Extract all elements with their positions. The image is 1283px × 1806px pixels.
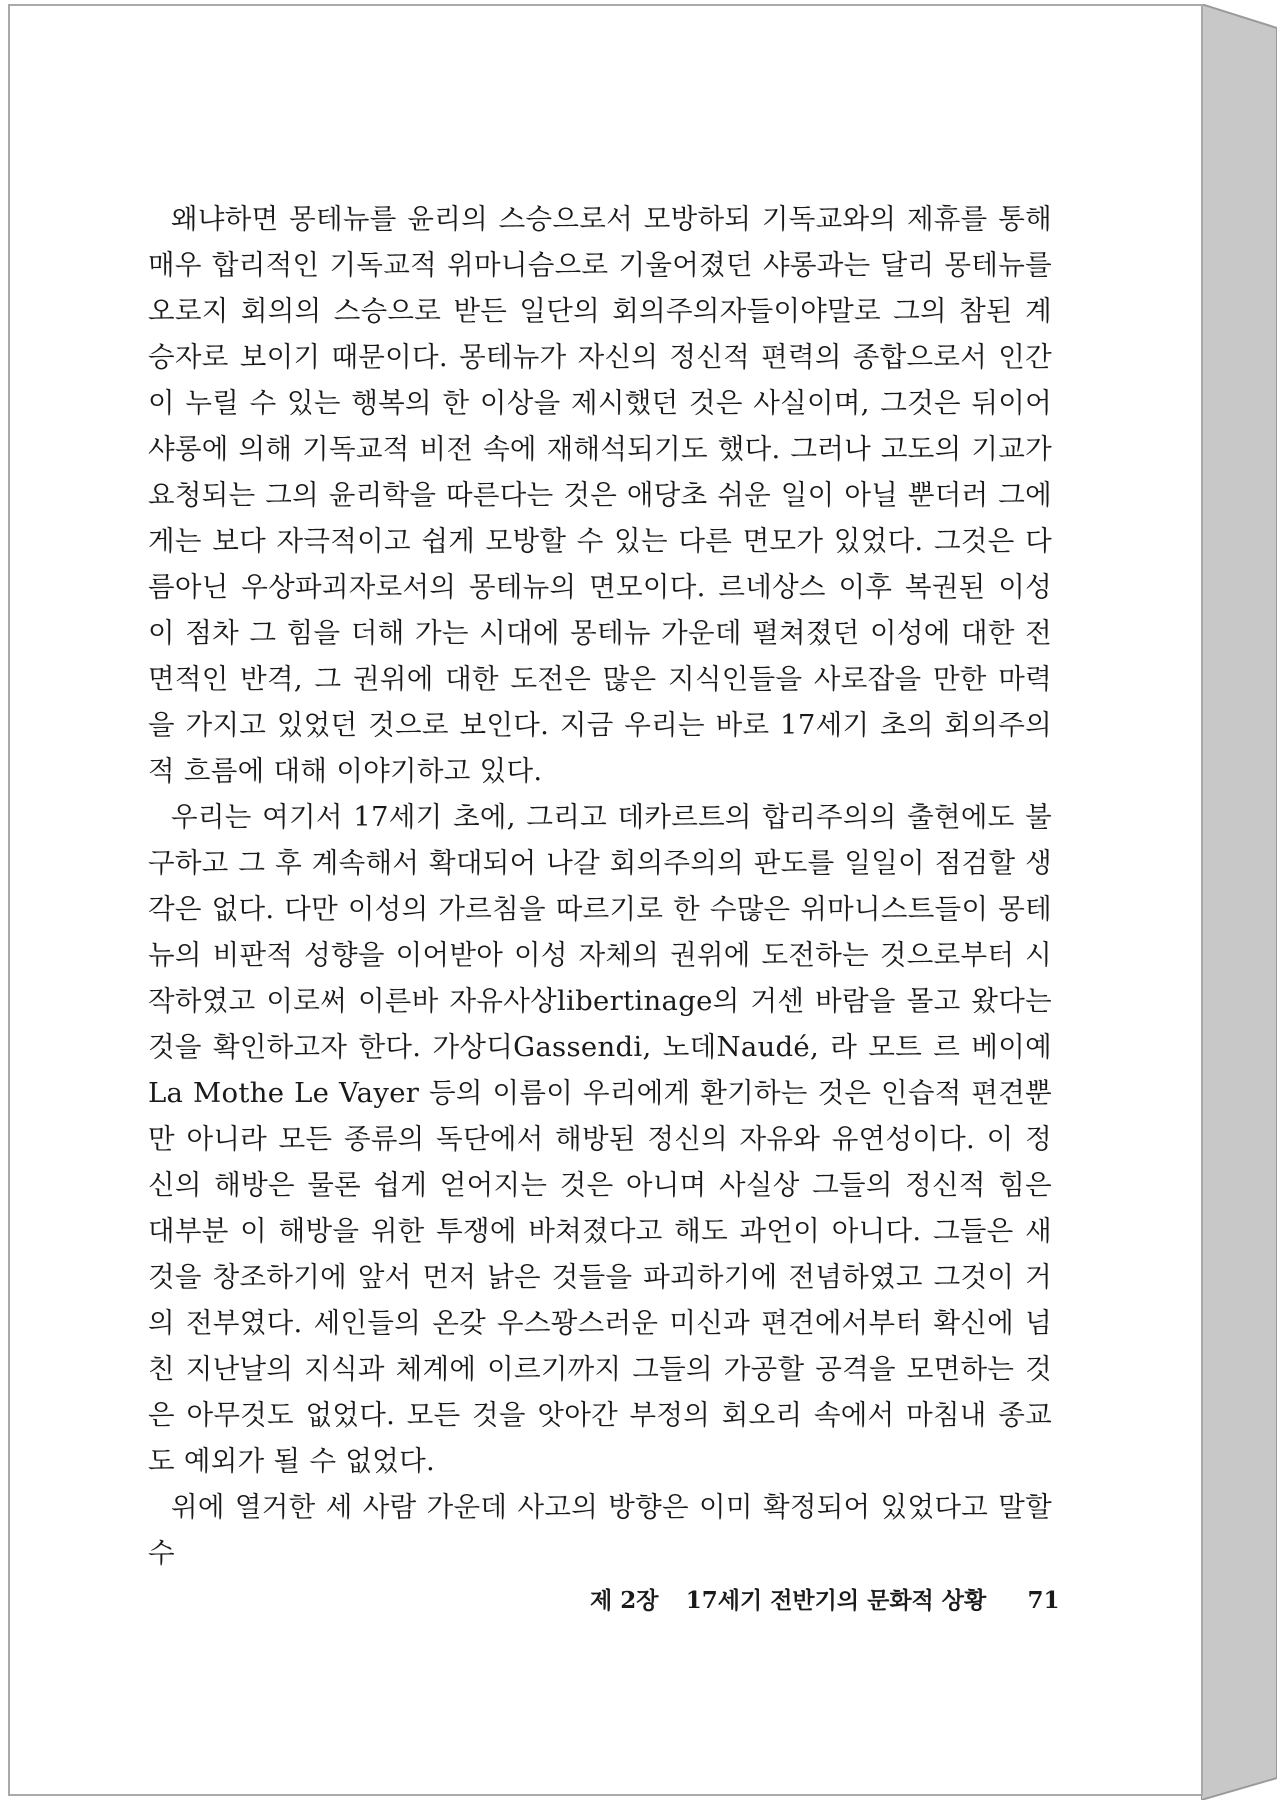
footer-chapter-title: 17세기 전반기의 문화적 상황 [685,1587,987,1614]
footer-chapter: 제 2장 [590,1587,659,1614]
paragraph-2: 우리는 여기서 17세기 초에, 그리고 데카르트의 합리주의의 출현에도 불구하고 그 후 계속해서 확대되어 나갈 회의주의의 판도를 일일이 점검할 생각은 없다. 다만 이성의 가르침을 따르기로 한 수많은 위마니스트들이 몽테뉴의 비판적 성향을 이어받아 이성 자체의 권위에 도전하는 것으로부터 시작하였고 이로써 이른바 자유사상libertinage의 거센 바람을 몰고 왔다는 것을 확인하고자 한다. 가상디Gassendi, 노데Naudé, 라 모트 르 베이예La Mothe Le Vayer 등의 이름이 우리에게 환기하는 것은 인습적 편견뿐만 아니라 모든 종류의 독단에서 해방된 정신의 자유와 유연성이다. 이 정신의 해방은 물론 쉽게 얻어지는 것은 아니며 사실상 그들의 정신적 힘은 대부분 이 해방을 위한 투쟁에 바쳐졌다고 해도 과언이 아니다. 그들은 새것을 창조하기에 앞서 먼저 낡은 것들을 파괴하기에 전념하였고 그것이 거의 전부였다. 세인들의 온갖 우스꽝스러운 미신과 편견에서부터 확신에 넘친 지난날의 지식과 체계에 이르기까지 그들의 가공할 공격을 모면하는 것은 아무것도 없었다. 모든 것을 앗아간 부정의 회오리 속에서 마침내 종교도 예외가 될 수 없었다. [148,801,1052,1477]
page-number: 71 [1027,1587,1060,1614]
book-edge [1201,4,1277,1800]
book-edge-shape [1201,4,1277,1800]
paragraph-1: 왜냐하면 몽테뉴를 윤리의 스승으로서 모방하되 기독교와의 제휴를 통해 매우 합리적인 기독교적 위마니슴으로 기울어졌던 샤롱과는 달리 몽테뉴를 오로지 회의의 스승으로 받든 일단의 회의주의자들이야말로 그의 참된 계승자로 보이기 때문이다. 몽테뉴가 자신의 정신적 편력의 종합으로서 인간이 누릴 수 있는 행복의 한 이상을 제시했던 것은 사실이며, 그것은 뒤이어 샤롱에 의해 기독교적 비전 속에 재해석되기도 했다. 그러나 고도의 기교가 요청되는 그의 윤리학을 따른다는 것은 애당초 쉬운 일이 아닐 뿐더러 그에게는 보다 자극적이고 쉽게 모방할 수 있는 다른 면모가 있었다. 그것은 다름아닌 우상파괴자로서의 몽테뉴의 면모이다. 르네상스 이후 복권된 이성이 점차 그 힘을 더해 가는 시대에 몽테뉴 가운데 펼쳐졌던 이성에 대한 전면적인 반격, 그 권위에 대한 도전은 많은 지식인들을 사로잡을 만한 마력을 가지고 있었던 것으로 보인다. 지금 우리는 바로 17세기 초의 회의주의적 흐름에 대해 이야기하고 있다. [148,203,1052,787]
running-footer [590,1582,1060,1615]
body-text [148,196,1052,1576]
paragraph-3: 위에 열거한 세 사람 가운데 사고의 방향은 이미 확정되어 있었다고 말할 수 [148,1491,1052,1569]
